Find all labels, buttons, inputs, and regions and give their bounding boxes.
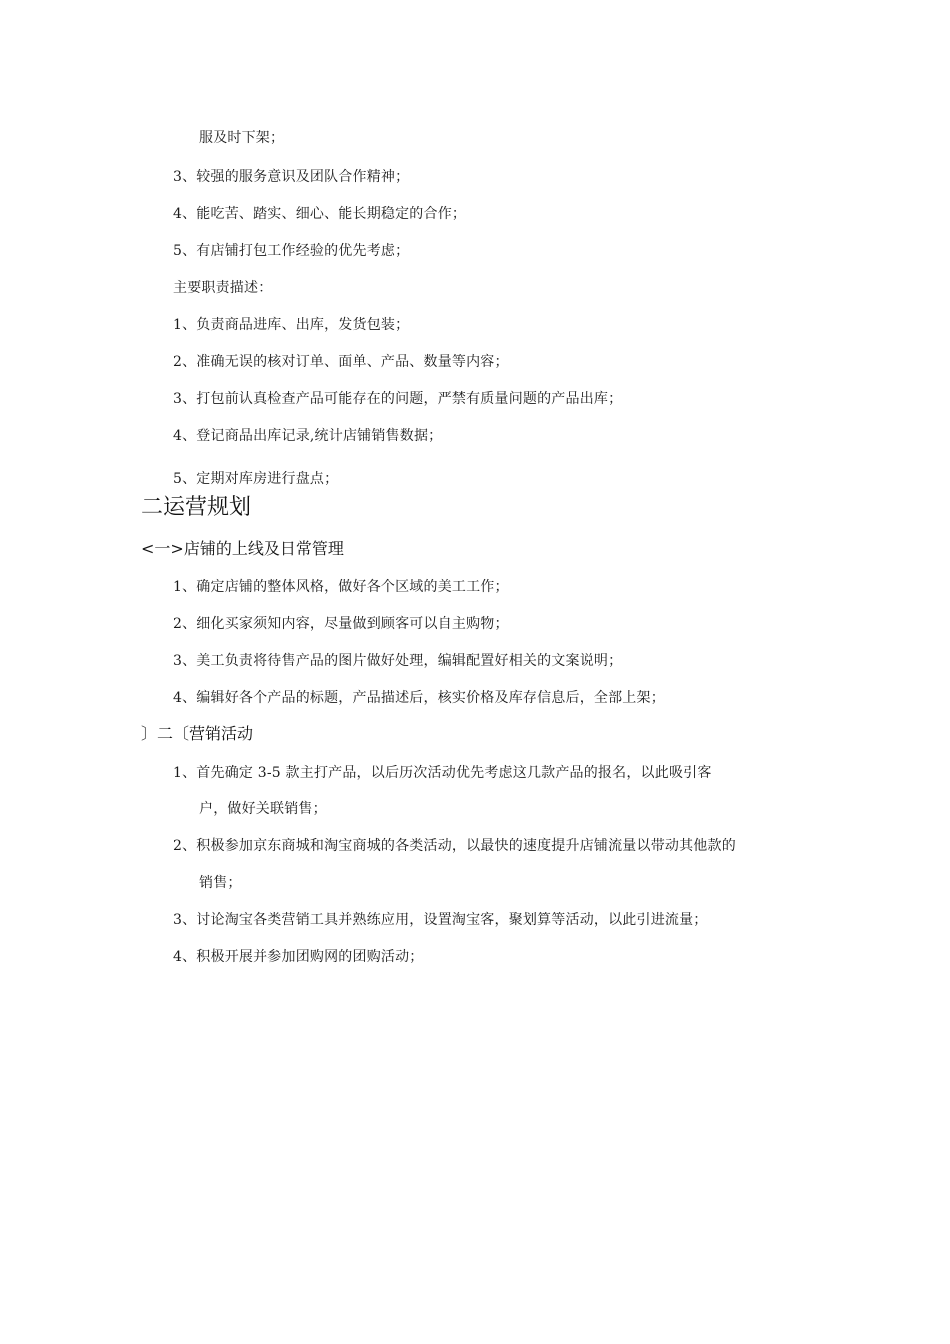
launch-item-3: 3、美工负责将待售产品的图片做好处理，编辑配置好相关的文案说明； <box>173 653 623 669</box>
continuation-text: 服及时下架； <box>199 130 285 146</box>
requirement-item-3: 3、较强的服务意识及团队合作精神； <box>173 169 410 185</box>
duty-item-4: 4、登记商品出库记录,统计店铺销售数据； <box>173 428 443 444</box>
marketing-item-1-line-1: 1、首先确定 3-5 款主打产品，以后历次活动优先考虑这几款产品的报名，以此吸引客 <box>173 765 712 781</box>
subsection-title-store-launch: <一>店铺的上线及日常管理 <box>141 539 344 558</box>
section-title-operations-plan: 二运营规划 <box>141 495 252 520</box>
subsection-title-marketing: 〕二〔营销活动 <box>141 724 254 743</box>
requirement-item-4: 4、能吃苦、踏实、细心、能长期稳定的合作； <box>173 206 467 222</box>
marketing-item-2-line-2: 销售； <box>199 875 242 891</box>
launch-item-4: 4、编辑好各个产品的标题，产品描述后，核实价格及库存信息后，全部上架； <box>173 690 665 706</box>
duties-heading: 主要职责描述： <box>173 280 273 296</box>
duty-item-2: 2、准确无误的核对订单、面单、产品、数量等内容； <box>173 354 509 370</box>
launch-item-1: 1、确定店铺的整体风格，做好各个区域的美工工作； <box>173 579 509 595</box>
duty-item-5: 5、定期对库房进行盘点； <box>173 471 339 487</box>
marketing-item-2-line-1: 2、积极参加京东商城和淘宝商城的各类活动，以最快的速度提升店铺流量以带动其他款的 <box>173 838 736 854</box>
requirement-item-5: 5、有店铺打包工作经验的优先考虑； <box>173 243 410 259</box>
marketing-item-4: 4、积极开展并参加团购网的团购活动； <box>173 949 424 965</box>
marketing-item-3: 3、讨论淘宝各类营销工具并熟练应用，设置淘宝客，聚划算等活动，以此引进流量； <box>173 912 708 928</box>
launch-item-2: 2、细化买家须知内容，尽量做到顾客可以自主购物； <box>173 616 509 632</box>
duty-item-3: 3、打包前认真检查产品可能存在的问题，严禁有质量问题的产品出库； <box>173 391 623 407</box>
duty-item-1: 1、负责商品进库、出库，发货包装； <box>173 317 410 333</box>
marketing-item-1-line-2: 户，做好关联销售； <box>199 801 327 817</box>
